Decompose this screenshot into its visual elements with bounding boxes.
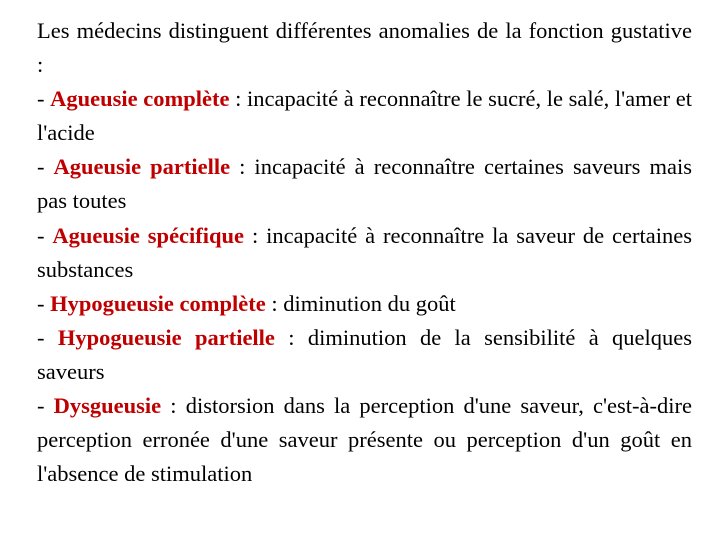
term-label: Hypogueusie complète [50, 290, 266, 316]
item-dash: - [37, 393, 54, 419]
list-item [37, 389, 692, 491]
item-dash: - [37, 324, 58, 350]
list-item [37, 321, 692, 389]
definition-text: : diminution du goût [265, 290, 456, 316]
intro-text: Les médecins distinguent différentes anomalies de la fonction gustative : [37, 18, 692, 78]
term-label: Hypogueusie partielle [57, 324, 275, 350]
definition-text: : diminution de la sensibilité à quelques saveurs [37, 324, 692, 384]
item-dash: - [37, 222, 53, 248]
term-label: Agueusie complète [50, 86, 230, 112]
definition-text: : incapacité à reconnaître certaines saveurs mais pas toutes [37, 154, 692, 214]
definition-text: : incapacité à reconnaître le sucré, le salé, l'amer et l'acide [37, 86, 693, 146]
definition-text: : distorsion dans la perception d'une saveur, c'est-à-dire perception erronée d'une saveur présente ou perception d'un goût en l'absence de stimulation [37, 393, 692, 487]
item-dash: - [37, 86, 51, 112]
document-body [37, 14, 692, 491]
list-item [37, 82, 692, 150]
item-dash: - [37, 154, 54, 180]
definition-text: : incapacité à reconnaître la saveur de certaines substances [37, 222, 692, 282]
list-item [37, 287, 692, 321]
list-item [37, 219, 692, 287]
term-label: Agueusie spécifique [52, 222, 245, 248]
list-item [37, 150, 692, 218]
term-label: Agueusie partielle [53, 154, 231, 180]
term-label: Dysgueusie [53, 393, 162, 419]
item-dash: - [37, 290, 51, 316]
